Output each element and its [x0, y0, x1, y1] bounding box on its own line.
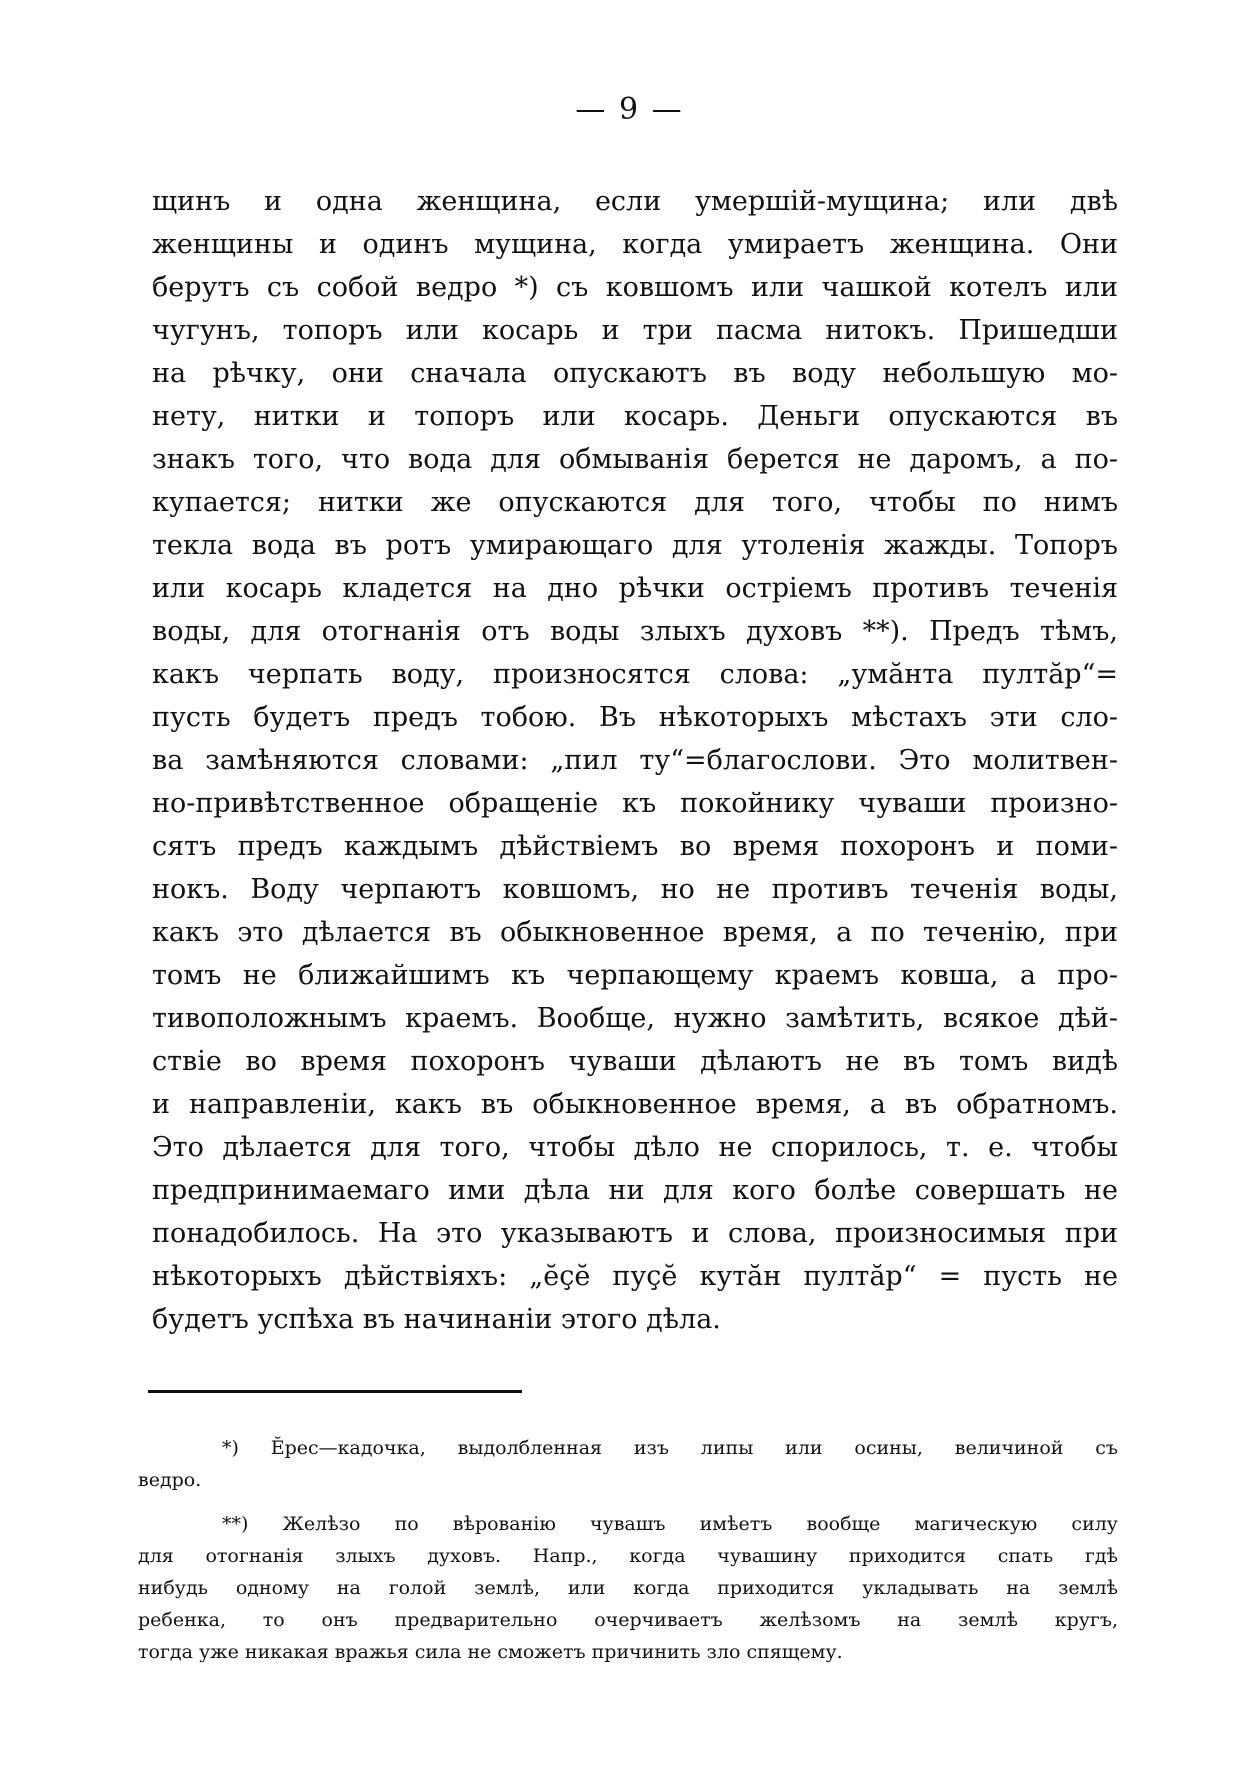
- body-line: текла вода въ ротъ умирающаго для утоленія жажды. Топоръ: [152, 530, 1118, 561]
- footnote-line: ребенка, то онъ предварительно очерчиваетъ желѣзомъ на землѣ кругъ,: [138, 1609, 1118, 1631]
- footnote: [138, 1432, 1118, 1496]
- body-line: но-привѣтственное обращеніе къ покойнику чуваши произно-: [152, 788, 1118, 819]
- body-line: или косарь кладется на дно рѣчки остріемъ противъ теченія: [152, 573, 1118, 604]
- body-line: будетъ успѣха въ начинаніи этого дѣла.: [152, 1304, 721, 1335]
- body-line: нѣкоторыхъ дѣйствіяхъ: „ĕçĕ пуçĕ кутăн пултăр“ = пусть не: [152, 1261, 1118, 1292]
- body-line: на рѣчку, они сначала опускаютъ въ воду небольшую мо-: [152, 358, 1118, 389]
- page-number: — 9 —: [575, 92, 684, 127]
- body-line: нету, нитки и топоръ или косарь. Деньги опускаются въ: [152, 401, 1118, 432]
- body-line: женщины и одинъ мущина, когда умираетъ женщина. Они: [152, 229, 1118, 260]
- body-line: знакъ того, что вода для обмыванія берется не даромъ, а по-: [152, 444, 1118, 475]
- footnote-line: нибудь одному на голой землѣ, или когда приходится укладывать на землѣ: [138, 1577, 1118, 1599]
- body-line: Это дѣлается для того, чтобы дѣло не спорилось, т. е. чтобы: [152, 1132, 1118, 1163]
- body-line: щинъ и одна женщина, если умершій-мущина; или двѣ: [152, 186, 1118, 217]
- footnote-divider: [148, 1390, 522, 1393]
- footnote-line: для отогнанія злыхъ духовъ. Напр., когда чувашину приходится спать гдѣ: [138, 1545, 1118, 1567]
- body-line: какъ черпать воду, произносятся слова: „умăнта пултăр“=: [152, 659, 1118, 690]
- body-line: чугунъ, топоръ или косарь и три пасма нитокъ. Пришедши: [152, 315, 1118, 346]
- body-line: ва замѣняются словами: „пил ту“=благослови. Это молитвен-: [152, 745, 1118, 776]
- body-line: купается; нитки же опускаются для того, чтобы по нимъ: [152, 487, 1118, 518]
- body-line: пусть будетъ предъ тобою. Въ нѣкоторыхъ мѣстахъ эти сло-: [152, 702, 1118, 733]
- body-line: какъ это дѣлается въ обыкновенное время, а по теченію, при: [152, 917, 1118, 948]
- footnotes: [138, 1432, 1118, 1668]
- body-line: понадобилось. На это указываютъ и слова, произносимыя при: [152, 1218, 1118, 1249]
- body-line: тивоположнымъ краемъ. Вообще, нужно замѣтить, всякое дѣй-: [152, 1003, 1118, 1034]
- footnote-line: ведро.: [138, 1469, 202, 1491]
- body-line: берутъ съ собой ведро *) съ ковшомъ или чашкой котелъ или: [152, 272, 1118, 303]
- body-line: и направленіи, какъ въ обыкновенное время, а въ обратномъ.: [152, 1089, 1118, 1120]
- body-text: [152, 180, 1118, 1341]
- body-line: нокъ. Воду черпаютъ ковшомъ, но не противъ теченія воды,: [152, 874, 1118, 905]
- body-line: предпринимаемаго ими дѣла ни для кого болѣе совершать не: [152, 1175, 1118, 1206]
- body-line: сятъ предъ каждымъ дѣйствіемъ во время похоронъ и поми-: [152, 831, 1118, 862]
- body-line: ствіе во время похоронъ чуваши дѣлаютъ не въ томъ видѣ: [152, 1046, 1118, 1077]
- footnote: [138, 1508, 1118, 1668]
- body-line: томъ не ближайшимъ къ черпающему краемъ ковша, а про-: [152, 960, 1118, 991]
- footnote-line: тогда уже никакая вражья сила не сможетъ причинить зло спящему.: [138, 1641, 843, 1663]
- body-line: воды, для отогнанія отъ воды злыхъ духовъ **). Предъ тѣмъ,: [152, 616, 1118, 647]
- footnote-line: *) Ӗрес—кадочка, выдолбленная изъ липы или осины, величиной съ: [222, 1437, 1118, 1459]
- footnote-line: **) Желѣзо по вѣрованію чувашъ имѣетъ вообще магическую силу: [222, 1513, 1118, 1535]
